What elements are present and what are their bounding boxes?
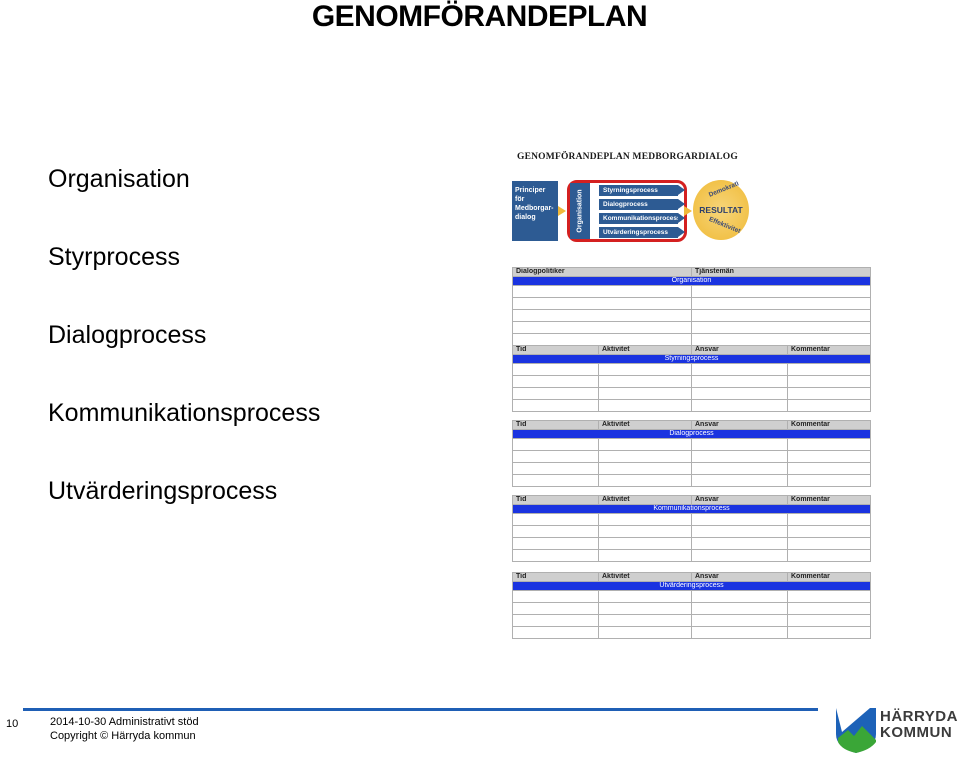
- band-organisation: Organisation: [513, 277, 871, 286]
- bullet-list: [48, 164, 320, 554]
- header-ansvar: Ansvar: [692, 346, 788, 355]
- bullet-utvarderingsprocess: Utvärderingsprocess: [48, 477, 278, 505]
- section-header-row: [513, 346, 871, 355]
- band-styrningsprocess: Styrningsprocess: [513, 355, 871, 364]
- header-kommentar: Kommentar: [788, 496, 871, 505]
- footer-copyright: Copyright © Härryda kommun: [50, 730, 196, 742]
- principles-box: Principer för Medborgar-dialog: [512, 181, 558, 241]
- table-row: [513, 538, 871, 550]
- header-ansvar: Ansvar: [692, 421, 788, 430]
- organisation-box: [570, 183, 590, 239]
- table-row: [513, 400, 871, 412]
- organisation-label: Organisation: [576, 189, 584, 233]
- harryda-logo: [832, 704, 959, 756]
- table-row: [513, 439, 871, 451]
- result-label: RESULTAT: [699, 205, 743, 215]
- bullet-styrprocess: Styrprocess: [48, 243, 180, 271]
- section-header-row: [513, 573, 871, 582]
- logo-text: [880, 709, 958, 741]
- table-row: [513, 526, 871, 538]
- logo-line-harryda: HÄRRYDA: [880, 708, 958, 725]
- table-row: [513, 334, 871, 346]
- diagram-title: GENOMFÖRANDEPLAN MEDBORGARDIALOG: [517, 152, 738, 162]
- header-kommentar: Kommentar: [788, 421, 871, 430]
- democracy-label: Demokrati: [707, 180, 740, 199]
- table-row: [513, 603, 871, 615]
- process-utvardering: Utvärderingsprocess: [599, 227, 678, 238]
- table-row: [513, 322, 871, 334]
- page-number: 10: [6, 718, 19, 730]
- band-dialogprocess: Dialogprocess: [513, 430, 871, 439]
- result-circle: [693, 180, 749, 240]
- spacer: [513, 487, 871, 496]
- arrow-icon: [558, 206, 566, 216]
- form-table: [512, 267, 871, 639]
- table-row: [513, 451, 871, 463]
- process-diagram: [512, 152, 762, 248]
- table-row: [513, 475, 871, 487]
- header-tid: Tid: [513, 421, 599, 430]
- band-utvarderingsprocess: Utvärderingsprocess: [513, 582, 871, 591]
- org-header-row: [513, 268, 871, 277]
- header-tid: Tid: [513, 573, 599, 582]
- table-row: [513, 364, 871, 376]
- header-ansvar: Ansvar: [692, 573, 788, 582]
- table-row: [513, 286, 871, 298]
- harryda-shield-icon: [834, 706, 878, 754]
- table-row: [513, 298, 871, 310]
- header-kommentar: Kommentar: [788, 346, 871, 355]
- section-header-row: [513, 421, 871, 430]
- table-row: [513, 615, 871, 627]
- table-row: [513, 591, 871, 603]
- header-ansvar: Ansvar: [692, 496, 788, 505]
- header-tid: Tid: [513, 346, 599, 355]
- slide-title: GENOMFÖRANDEPLAN: [311, 0, 648, 33]
- table-row: [513, 463, 871, 475]
- table-row: [513, 376, 871, 388]
- footer-rule: [23, 708, 818, 711]
- header-aktivitet: Aktivitet: [599, 496, 692, 505]
- bullet-dialogprocess: Dialogprocess: [48, 321, 207, 349]
- arrow-icon: [684, 206, 692, 216]
- table-row: [513, 310, 871, 322]
- header-tjansteman: Tjänstemän: [692, 268, 871, 277]
- header-aktivitet: Aktivitet: [599, 421, 692, 430]
- header-dialogpolitiker: Dialogpolitiker: [513, 268, 692, 277]
- table-row: [513, 550, 871, 562]
- table-row: [513, 388, 871, 400]
- section-header-row: [513, 496, 871, 505]
- plan-form: [512, 267, 870, 639]
- spacer: [513, 412, 871, 421]
- header-aktivitet: Aktivitet: [599, 346, 692, 355]
- bullet-organisation: Organisation: [48, 165, 190, 193]
- spacer: [513, 562, 871, 573]
- band-kommunikationsprocess: Kommunikationsprocess: [513, 505, 871, 514]
- table-row: [513, 627, 871, 639]
- process-styrning: Styrningsprocess: [599, 185, 678, 196]
- logo-line-kommun: KOMMUN: [880, 724, 953, 741]
- header-aktivitet: Aktivitet: [599, 573, 692, 582]
- process-dialog: Dialogprocess: [599, 199, 678, 210]
- header-kommentar: Kommentar: [788, 573, 871, 582]
- process-kommunikation: Kommunikationsprocess: [599, 213, 678, 224]
- bullet-kommunikationsprocess: Kommunikationsprocess: [48, 399, 321, 427]
- table-row: [513, 514, 871, 526]
- efficiency-label: Effektivitet: [707, 216, 742, 235]
- footer-date-department: 2014-10-30 Administrativt stöd: [50, 716, 199, 728]
- header-tid: Tid: [513, 496, 599, 505]
